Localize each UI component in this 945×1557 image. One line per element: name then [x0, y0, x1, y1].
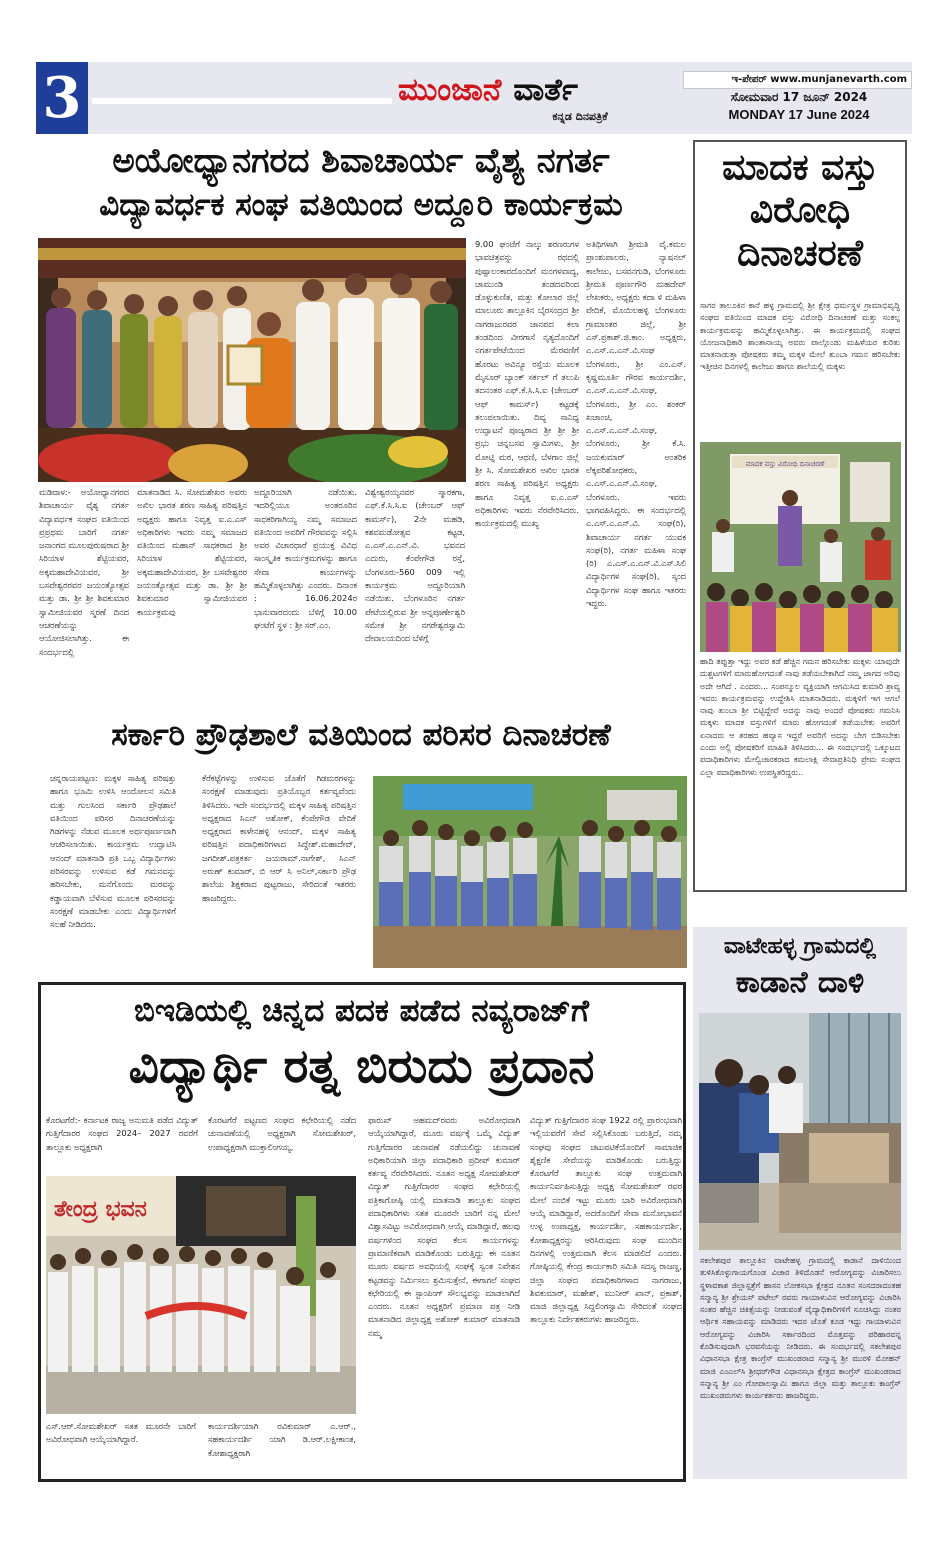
article3-intro-2: ಕೊರಟಗೆರೆ ಪಟ್ಟಣದ ಸಂಘದ ಕಛೇರಿಯಲ್ಲಿ ನಡೆದ ಚುನಾವಣೆಯಲ್ಲಿ ಅಧ್ಯಕ್ಷರಾಗಿ ಸೋಮಶೇಖರ್, ಉಪಾಧ್ಯಕ್ಷರಾಗಿ ಮುಕ್ತಾಲಿಂಗಯ್ಯ, [208, 1115, 356, 1152]
logo-word-vaarthe: ವಾರ್ತೆ [513, 72, 578, 108]
article1-col-2: ಮಾತನಾಡಿದ ಸಿ. ಸೋಮಶೇಖರ ಅವರು ಅಖಿಲ ಭಾರತ ಶರಣ ಸಾಹಿತ್ಯ ಪರಿಷತ್ತಿನ ಅಧ್ಯಕ್ಷರು ಹಾಗೂ ನಿವೃತ್ತ ಐ.ಎ.ಎಸ್ ಅಧಿಕಾರಿಗಳು ಇವರು ನಮ್ಮ ಸಮಾಜದ ವತಿಯಿಂದ ಮಹಾನ್ ಸಾಧಕರಾದ ಶ್ರೀ ಸಿರಿಯಾಳ ಶೆಟ್ಟಿಯವರ, ಅಕ್ಕಮಹಾದೇವಿಯವರ, ಶ್ರೀ ಬಸವೇಶ್ವರರ ಜಯಂತ್ಯೋತ್ಸವ ಮತ್ತು ಡಾ. ಶ್ರೀ ಶ್ರೀ ಶಿವಕುಮಾರ ಸ್ವಾಮೀಜಿಯವರ ಕಾರ್ಯಕ್ರಮವು [137, 487, 247, 617]
newspaper-logo[interactable] [398, 70, 658, 110]
side-story1-photo [700, 442, 901, 652]
side-story2-headline-line2[interactable]: ಕಾಡಾನೆ ದಾಳಿ [735, 965, 865, 1000]
side-story1-text-bottom: ಹಾದಿ ತಪ್ಪುತ್ತಾ ಇದ್ದು ಅವರ ಕಡೆ ಹೆಚ್ಚಿನ ಗಮನ ಹರಿಸಬೇಕು ಮಕ್ಕಳು ಯಾವುದೇ ದುಶ್ಚಟಗಳಿಗೆ ಮಾರುಹೋಗದಂತೆ ನಾವು ತಡೆಯಬೇಕಾಗಿದೆ ನಮ್ಮ ಜಾಗದ ಅರಿವು ಅದೇ ಆಗಿದೆ . ಎಂದರು... ಸಂಪನ್ಮೂಲ ವ್ಯಕ್ತಿಯಾಗಿ ಆಗಮಿಸಿದ ಕುಮಾರಿ ಶ್ರಾವ್ಯ ಇವರು ಕಾರ್ಯಕ್ರಮವನ್ನು ಉದ್ದೇಶಿಸಿ ಮಾತನಾಡಿದರು. ಮಕ್ಕಳಿಗೆ ಇಗ ಆಗಲೆ ನಾವು ತುಂಬಾ ಶ್ರೀ ಬಿಟ್ಟಿದ್ದೇವೆ ಅದನ್ನು ನಾವು ಅಂದರೆ ಪೋಷಕರು ಗಮನಿಸಿ ಮಕ್ಕಳು ಮಾದಕ ವಸ್ತುಗಳಿಗೆ ಮಾರು ಹೋಗದಂತೆ ತಡೆಯಬೇಕು ಅವರಿಗೆ ಏನಾದರು ಆ ತರಹದ ಹವ್ಯಾಸ ಇದ್ದರೆ ಅವರಿಗೆ ಅದನ್ನು ಬೇಗ ಬಿಡಿಸಬೇಕು ಎಂದು ಅಲ್ಲಿ ಪೋಷಕರಿಗೆ ಮಾಹಿತಿ ತಿಳಿಸಿದರು... ಈ ಸಂದರ್ಭದಲ್ಲಿ ಒಕ್ಕೂಟದ ಪದಾಧಿಕಾರಿಗಳು ಮೇಲ್ವಿಚಾರಕರಾದ ಕಮಲಾಕ್ಷಿ ಸೇವಾಪ್ರತಿನಿಧಿ ಪ್ರೇಮ ಸಂಘದ ಎಲ್ಲಾ ಪದಾಧಿಕಾರಿಗಳು ಉಪಸ್ಥಿತರಿದ್ದರು.. [700, 657, 900, 777]
awareness-program-image [700, 442, 901, 652]
epaper-link[interactable]: ಇ-ಪೇಪರ್ www.munjanevarth.com [683, 71, 912, 89]
article2-photo [373, 776, 687, 968]
logo-word-munjane: ಮುಂಜಾನೆ [398, 72, 502, 108]
article3-col-4: ವಿದ್ಯುತ್ ಗುತ್ತಿಗೆದಾರರ ಸಂಘ 1922 ರಲ್ಲಿ ಪ್ರಾರಂಭವಾಗಿ ಇಲ್ಲಿಯವರೆಗೆ ಸೇವೆ ಸಲ್ಲಿಸಿಕೊಂಡು ಬರುತ್ತಿದೆ, ನಮ್ಮ ಸಂಘವು ಸಂಘದ ಚಟುವಟಿಕೆಯೊಂದಿಗೆ ಸಾಮಾಜಿಕ ಶೈಕ್ಷಣಿಕ ಸೇವೆಯನ್ನು ಮಾಡಿಕೊಂಡು ಬರುತ್ತಿದ್ದು ಕೊರಟಗೆರೆ ತಾಲ್ಲೂಕು ಸಂಘ ಉತ್ತಮವಾಗಿ ಕಾರ್ಯನಿರ್ವಹಿಸುತ್ತಿದ್ದು ಅಧ್ಯಕ್ಷ ಸೋಮಶೇಖರ್ ರವರ ಮೇಲೆ ನಂಬಿಕೆ ಇಟ್ಟು ಮೂರು ಬಾರಿ ಅವಿರೋಧವಾಗಿ ಆಯ್ಕೆ ಮಾಡಿದ್ದಾರೆ, ಅದರೊಂದಿಗೆ ಸೇವಾ ಮನೋಭಾವನೆ ಉಳ್ಳ ಉಪಾಧ್ಯಕ್ಷ, ಕಾರ್ಯದರ್ಶಿ, ಸಹಕಾರ್ಯದರ್ಶಿ, ಕೋಶಾಧ್ಯಕ್ಷರನ್ನು ಆರಿಸಿರುವುದು ಸಂಘ ಮುಂದಿನ ದಿನಗಳಲ್ಲಿ ಉತ್ತಮವಾಗಿ ಕೆಲಸ ಮಾಡಲಿದೆ ಎಂದರು. ಗೋಷ್ಠಿಯಲ್ಲಿ ಕೇಂದ್ರ ಕಾರ್ಯಕಾರಿ ಸಮಿತಿ ಸದಸ್ಯ ರಾಜಣ್ಣ, ಜಿಲ್ಲಾ ಸಂಘದ ಪದಾಧಿಕಾರಿಗಳಾದ ನಾಗರಾಜು, ಶಿವಕುಮಾರ್, ಮಹೇಶ್, ಮುನೀರ್ ಖಾನ್, ಪ್ರಕಾಶ್, ಮಾಜಿ ಜಿಲ್ಲಾಧ್ಯಕ್ಷ ಸಿದ್ದಲಿಂಗಸ್ವಾಮಿ ಸೇರಿದಂತೆ ಸಂಘದ ತಾಲ್ಲೂಕು ನಿರ್ದೇಶಕರುಗಳು ಹಾಜರಿದ್ದರು. [530, 1115, 682, 1325]
article1-headline-line1[interactable]: ಅಯೋಧ್ಯಾನಗರದ ಶಿವಾಚಾರ್ಯ ವೈಶ್ಯ ನಗರ್ತ [112, 141, 610, 181]
article1-col-1: ಮಡಿವಾಳ:- ಅಯೋಧ್ಯಾನಗರದ ಶಿವಾಚಾರ್ಯ ವೈಶ್ಯ ನಗರ್ತ ವಿದ್ಯಾವರ್ಧಕ ಸಂಘದ ವತಿಯಿಂದ ಪ್ರಪ್ರಥಮ ಬಾರಿಗೆ ನಗರ್ತ ಜನಾಂಗದ ಮೂಲಪುರುಷರಾದ ಶ್ರೀ ಸಿರಿಯಾಳ ಶೆಟ್ಟಿಯವರ, ಅಕ್ಕಮಹಾದೇವಿಯವರ, ಶ್ರೀ ಬಸವೇಶ್ವರರವರ ಜಯಂತ್ಯೋತ್ಸವ ಮತ್ತು ಡಾ. ಶ್ರೀ ಶ್ರೀ ಶಿವಕುಮಾರ ಸ್ವಾಮೀಜಿಯವರ ಸ್ಮರಣೆ ದಿನದ ಆಚರಣೆಯನ್ನು ಆಯೋಜಿಸಲಾಗಿತ್ತು. ಈ ಸಂದರ್ಭದಲ್ಲಿ [39, 487, 129, 657]
article1-col-6: ಅತಿಥಿಗಳಾಗಿ ಶ್ರೀಮತಿ ವೈ.ಕಮಲ ಪ್ರಾಂಶುಪಾಲರು, ನ್ಯಾಷನಲ್ ಕಾಲೇಜು, ಬಸವನಗುಡಿ, ಬೆಂಗಳೂರು ಶ್ರೀಮತಿ ಪೂರ್ಣಗೌರಿ ಮಹದೇವ್ ಲೇಖಕರು, ಅಧ್ಯಕ್ಷರು ಕದಾ ಳಿ ಮಹಿಳಾ ವೇದಿಕೆ, ಮೊಯಿಲಹಳ್ಳಿ ಬೆಂಗಳೂರು ಗ್ರಾಮಾಂತರ ಜಿಲ್ಲೆ, ಶ್ರೀ ಎಸ್.ಪ್ರಕಾಶ್.ಜಿ.ಕಾಂ. ಅಧ್ಯಕ್ಷರು, ಎ.ಎಸ್.ಎ.ಎನ್.ವಿ.ಸಂಘ ಬೆಂಗಳೂರು, ಶ್ರೀ ಎಂ.ಎಸ್. ಕೃಷ್ಣಮೂರ್ತಿ ಗೌರವ ಕಾರ್ಯದರ್ಶಿ, ಎ.ಎಸ್.ಎ.ಎನ್.ವಿ.ಸಂಘ, ಬೆಂಗಳೂರು, ಶ್ರೀ ಎಂ. ಶಂಕರ್ ಖಜಾಂಚಿ, ಎ.ಎಸ್.ಎ.ಎನ್.ವಿ.ಸಂಘ, ಬೆಂಗಳೂರು, ಶ್ರೀ ಕೆ.ಸಿ. ಜಯಕುಮಾರ್ ಅಂತರಿಕ ಲೆಕ್ಕಪರಿಶೋಧಕರು, ಎ.ಎಸ್.ಎ.ಎನ್.ವಿ.ಸಂಘ, ಬೆಂಗಳೂರು. ಇವರು ಭಾಗವಹಿಸಿದ್ದರು. ಈ ಸಂದರ್ಭದಲ್ಲಿ ಎ.ಎಸ್.ಎ.ಎನ್.ವಿ. ಸಂಘ(ರಿ), ಶಿವಾಚಾರ್ಯ ನಗರ್ತ ಯುವಕ ಸಂಘ(ರಿ), ನಗರ್ತ ಮಹಿಳಾ ಸಂಘ (ರಿ) ಎ.ಎಸ್.ಎ.ಎನ್.ವಿ.ಎಸ್.ಸಿಲಿ ವಿದ್ಯಾರ್ಥಿಗಳ ಸಂಘ(ರಿ), ಸ್ಕಂದ ವಿದ್ಯಾರ್ಥಿಗಳ ಸಂಘ ಹಾಗೂ ಇತರರು ಇದ್ದರು. [586, 239, 686, 609]
article1-col-5: 9.00 ಘಂಟೆಗೆ ನಾಲ್ಕು ಶರಣರುಗಳ ಭಾವಚಿತ್ರವನ್ನು ರಥದಲ್ಲಿ ಪುಷ್ಪಾಲಂಕಾರದೊಂದಿಗೆ ಮಂಗಳವಾದ್ಯ, ಚಾಮುಂಡಿ ತಂಡದವರಿಂದ ಡೊಳ್ಳುಕುಣಿತ, ಮತ್ತು ಕೋಲಾರ ಜಿಲ್ಲೆ ಮಾಲೂರು ತಾಲ್ಲೂಕಿನ ಬೈರಸಂದ್ರದ ಶ್ರೀ ನಾಗರಾಜುರವರ ಜಾನಪದ ಕಲಾ ತಂಡದಿಂದ ವೀರಗಾಸೆ ನೃತ್ಯದೊಂದಿಗೆ ನಗರ್ತಪೇಟೆಯಿಂದ ಮೆರವಣಿಗೆ ಹೊರಟು ಅವಿನ್ಯೂ ರಸ್ತೆಯ ಮೂಲಕ ಮೈಸೂರ್ ಬ್ಯಾಂಕ್ ಸರ್ಕಲ್ ಗೆ ತಲುಪಿ ತದನಂತರ ಎಫ್.ಕೆ.ಸಿ.ಸಿ.ಐ (ಚೇಂಬರ್ ಆಫ್ ಕಾಮರ್ಸ್) ಕಟ್ಟಡಕ್ಕೆ ತಲುಪಲಾಯಿತು. ದಿವ್ಯ ಸಾನಿಧ್ಯ ಉದ್ಘಾಟನೆ ಪೂಜ್ಯರಾದ ಶ್ರೀ ಶ್ರೀ ಶ್ರೀ ಪ್ರಭು ಚನ್ನಬಸವ ಸ್ವಾಮಿಗಳು, ಶ್ರೀ ಮೋಟ್ನಿ ಮಠ, ಆಥಣಿ, ಬೆಳಗಾಂ ಜಿಲ್ಲೆ ಶ್ರೀ ಸಿ. ಸೋಮಶೇಖರ ಅಖಿಲ ಭಾರತ ಶರಣ ಸಾಹಿತ್ಯ ಪರಿಷತ್ತಿನ ಅಧ್ಯಕ್ಷರು ಹಾಗೂ ನಿವೃತ್ತ ಐ.ಎ.ಎಸ್ ಅಧಿಕಾರಿಗಳು ಇವರು ನೆರವೇರಿಸಿದರು. ಕಾರ್ಯಕ್ರಮದಲ್ಲಿ ಮುಖ್ಯ [475, 239, 579, 529]
banner-text: ಮಾದಕ ವಸ್ತು ವಿರೋಧಿ ದಿನಾಚರಣೆ [745, 460, 825, 468]
article2-col-1: ಚನ್ನರಾಯಪಟ್ಟಣ: ಮಕ್ಕಳ ಸಾಹಿತ್ಯ ಪರಿಷತ್ತು ಹಾಗೂ ಭೂಮಿ ಉಳಿಸಿ ಆಂದೋಲನ ಸಮಿತಿ ಮತ್ತು ಗುಲಸಿಂದ ಸರ್ಕಾರಿ ಪ್ರೌಢಶಾಲೆ ವತಿಯಿಂದ ಪರಿಸರ ದಿನಾಚರಣೆಯನ್ನು ಗಿಡಗಳನ್ನು ನೆಡುವ ಮೂಲಕ ಅರ್ಥಪೂರ್ಣವಾಗಿ ಆಚರಿಸಲಾಯಿತು. ಕಾರ್ಯಕ್ರಮ ಉದ್ಘಾಟಿಸಿ ಆನಂದ್ ಮಾತನಾಡಿ ಪ್ರತಿ ಒಬ್ಬ ವಿದ್ಯಾರ್ಥಿಗಳು ಪರಿಸರವನ್ನು ಉಳಿಸುವ ಕಡೆ ಗಮನವನ್ನು ಹರಿಸಬೇಕು, ಮನೆಗೊಂದು ಮರವನ್ನು ಕಡ್ಡಾಯವಾಗಿ ಬೆಳೆಸುವ ಮೂಲಕ ಪರಿಸರವನ್ನು ಸಂರಕ್ಷಣೆ ಮಾಡಬೇಕು ಎಂದು ವಿದ್ಯಾರ್ಥಿಗಳಿಗೆ ಸಲಹೆ ನೀಡಿದರು. [50, 773, 176, 930]
date-english: MONDAY 17 June 2024 [728, 107, 870, 122]
side-story1-text-top: ಸಾಗರ ತಾಲೂಕಿನ ಕಾನೆ ಹಳ್ಳ ಗ್ರಾಮದಲ್ಲಿ ಶ್ರೀ ಕ್ಷೇತ್ರ ಧರ್ಮಸ್ಥಳ ಗ್ರಾಮಾಭಿವೃದ್ಧಿ ಸಂಘದ ವತಿಯಿಂದ ಮಾದಕ ವಸ್ತು ವಿರೋಧಿ ದಿನಾಚರಣೆ ಮತ್ತು ಸಂಕಲ್ಪ ಕಾರ್ಯಕ್ರಮವನ್ನು ಹಮ್ಮಿಕೊಳ್ಳಲಾಗಿತ್ತು. ಈ ಕಾರ್ಯಕ್ರಮದಲ್ಲಿ ಸಂಘದ ಯೋಜನಾಧಿಕಾರಿ ಶಾಂತಾನಾಯ್ಕ ಅವರು ಪಾಲ್ಗೊಂಡು ಮಹಿಳೆಯರ ಕುರಿತು ಮಾತನಾಡುತ್ತಾ ಪೋಷಕರು ತಮ್ಮ ಮಕ್ಕಳ ಮೇಲೆ ತುಂಬಾ ಗಮನ ಹರಿಸಬೇಕು ಇತ್ತೀಚಿನ ದಿನಗಳಲ್ಲಿ ಕಾಲೇಜು ಹಾಗೂ ಶಾಲೆಯಲ್ಲಿ ಮಕ್ಕಳು [700, 301, 900, 372]
article3-photo-sign: ತೇಂದ್ರ ಭವನ [54, 1197, 147, 1222]
stage-felicitation-image [38, 238, 466, 482]
date-kannada: ಸೋಮವಾರ 17 ಜೂನ್ 2024 [730, 90, 868, 104]
article3-photo [46, 1176, 356, 1414]
side-story2-headline-line1[interactable]: ವಾಟೇಹಳ್ಳ ಗ್ರಾಮದಲ್ಲಿ [723, 934, 877, 959]
article3-intro: ಕೊರಟಗೆರೆ:- ಕರ್ನಾಟಕ ರಾಜ್ಯ ಅನುಮತಿ ಪಡೆದ ವಿದ್ಯುತ್ ಗುತ್ತಿಗೆದಾರರ ಸಂಘದ 2024– 2027 ರವರೆಗೆ ತಾಲ್ಲೂಕು ಅಧ್ಯಕ್ಷರಾಗಿ [46, 1115, 198, 1152]
article1-photo [38, 238, 466, 482]
article3-caption-2: ಕಾರ್ಯದರ್ಶಿಯಾಗಿ ರವಿಕುಮಾರ್ ಎ.ಆರ್., ಸಹಕಾರ್ಯದರ್ಶಿ ಯಾಗಿ ಡಿ.ಆರ್.ಲಕ್ಷೀಕಾಂತ, ಕೋಶಾಧ್ಯಕ್ಷರಾಗಿ [208, 1421, 356, 1458]
tagline: ಕನ್ನಡ ದಿನಪತ್ರಿಕೆ [552, 110, 608, 123]
hospital-visit-image [699, 1013, 901, 1250]
article3-caption-1: ಎಸ್.ಆರ್.ಸೋಮಶೇಖರ್ ಸತತ ಮೂರನೇ ಬಾರಿಗೆ ಅವಿರೋಧವಾಗಿ ಆಯ್ಕೆಯಾಗಿದ್ದಾರೆ. [46, 1421, 196, 1445]
article2-headline[interactable]: ಸರ್ಕಾರಿ ಪ್ರೌಢಶಾಲೆ ವತಿಯಿಂದ ಪರಿಸರ ದಿನಾಚರಣೆ [111, 717, 611, 753]
article3-headline-line2[interactable]: ವಿದ್ಯಾರ್ಥಿ ರತ್ನ ಬಿರುದು ಪ್ರದಾನ [128, 1039, 595, 1094]
side-story1-headline[interactable]: ಮಾದಕ ವಸ್ತು ವಿರೋಧಿ ದಿನಾಚರಣೆ [722, 147, 878, 275]
tree-planting-image [373, 776, 687, 968]
masthead-rule [92, 98, 392, 104]
group-felicitation-image [46, 1176, 356, 1414]
side-story2-photo [699, 1013, 901, 1250]
article1-headline-line2[interactable]: ವಿದ್ಯಾವರ್ಧಕ ಸಂಘ ವತಿಯಿಂದ ಅದ್ದೂರಿ ಕಾರ್ಯಕ್ರಮ [99, 187, 623, 223]
article3-headline-line1[interactable]: ಬಿಇಡಿಯಲ್ಲಿ ಚಿನ್ನದ ಪದಕ ಪಡೆದ ನವ್ಯರಾಜ್‌ಗೆ [134, 993, 589, 1029]
side-story2-text: ಸಕಲೇಶಪುರ ತಾಲ್ಲೂಕಿನ ವಾಟೇಹಳ್ಳ ಗ್ರಾಮದಲ್ಲಿ ಕಾಡಾನೆ ದಾಳಿಯಿಂದ ತುಳಿಸಿಕೊಳ್ಳುಗಾಯಗೊಂಡ ವಿಚಾರ ತಿಳಿದೊಡನೆ ಆರೋಗ್ಯವನ್ನು ವಿಚಾರಿಸಲು ಸ್ಥಳಾವಕಾಶ ಜಿಲ್ಲಾಸ್ಪತ್ರೆಗೆ ಹಾಸನ ಲೋಕಸಭಾ ಕ್ಷೇತ್ರದ ನೂತನ ಸಂಸದರಾದಂತಹ ಸನ್ಮಾನ್ಯ ಶ್ರೀ ಶ್ರೇಯಸ್ ಪಟೇಲ್ ರವರು ಗಾಯಾಳುವಿನ ಆರೋಗ್ಯವನ್ನು ವಿಚಾರಿಸಿ ಸಂತರ ಹೆಚ್ಚಿನ ಚಿಕಿತ್ಸೆಯನ್ನು ನೀಡುವಂತೆ ವೈದ್ಯಾಧಿಕಾರಿಗಳಿಗೆ ಸೂಚಿಸಿದ್ದು ನಂತರ ಆರ್ಥಿಕ ಸಹಾಯವನ್ನು ಮಾಡಿದರು ಇದರ ಜೊತೆ ಕೂಡ ಇದ್ದು ಗಾಯಾಳುವಿನ ಆರೋಗ್ಯವನ್ನು ವಿಚಾರಿಸಿ ಸರ್ಕಾರದಿಂದ ಮೊತ್ತವನ್ನು ಪರಿಹಾರವನ್ನ ಕೊಡಿಸುವುದಾಗಿ ಭರವಸೆಯನ್ನು ನೀಡಿದರು. ಈ ಸಂದರ್ಭದಲ್ಲಿ ಸಕಲೇಶಪುರ ವಿಧಾನಸಭಾ ಕ್ಷೇತ್ರ ಕಾಂಗ್ರೆಸ್ ಮುಖಂಡರಾದ ಸನ್ಮಾನ್ಯ ಶ್ರೀ ಮುರಳಿ ಮೋಹನ್ ಮಾಜಿ ಎಂಎಲ್‌ಸಿ ಶ್ರೀಧರ್‌ಗೌಡ ವಿಧಾನಸಭಾ ಕ್ಷೇತ್ರದ ಕಾಂಗ್ರೆಸ್ ಮುಖಂಡರಾದ ಸನ್ಮಾನ್ಯ ಶ್ರೀ ಎಂ ಗೋಪಾಲಸ್ವಾಮಿ ಹಾಗೂ ಜಿಲ್ಲಾ ಮತ್ತು ತಾಲ್ಲೂಕು ಕಾಂಗ್ರೆಸ್ ಮುಖಂಡರುಗಳು ಕಾರ್ಯಕರ್ತರು ಹಾಜರಿದ್ದರು. [700, 1256, 901, 1401]
article2-col-2: ಕೆರೆಕಟ್ಟೆಗಳನ್ನು ಉಳಿಸುವ ಜೊತೆಗೆ ಗಿಡಮರಗಳನ್ನು ಸಂರಕ್ಷಣೆ ಮಾಡುವುದು ಪ್ರತಿಯೊಬ್ಬರ ಕರ್ತವ್ಯವೆಂದು ತಿಳಿಸಿದರು. ಇದೇ ಸಂದರ್ಭದಲ್ಲಿ ಮಕ್ಕಳ ಸಾಹಿತ್ಯ ಪರಿಷತ್ತಿನ ಅಧ್ಯಕ್ಷರಾದ ಸಿಎನ್ ಅಶೋಕ್, ಕೆಂಪೇಗೌಡ ವೇದಿಕೆ ಅಧ್ಯಕ್ಷರಾದ ಕಾಳೇನಹಳ್ಳಿ ಆನಂದ್, ಮಕ್ಕಳ ಸಾಹಿತ್ಯ ಪರಿಷತ್ತಿನ ಪದಾಧಿಕಾರಿಗಳಾದ ಸಿದ್ದೇಶ್.ಮಹಾದೇವ್, ಜಗದೀಶ್.ಪತ್ರಕರ್ತ ಜಯರಾಮ್.ನಾಗೇಶ್, ಸಿಎನ್ ಅರುಣ್ ಕುಮಾರ್, ಬಿ ಆರ್ ಸಿ ಅನಿಲ್,ಸರ್ಕಾರಿ ಪ್ರೌಢ ಶಾಲೆಯ ಶಿಕ್ಷಕರಾದ ಪುಟ್ಟರಾಜು, ಸೇರಿದಂತೆ ಇತರರು ಹಾಜರಿದ್ದರು. [202, 773, 356, 903]
article1-col-4: ವಿಶ್ವೇಶ್ವರಯ್ಯನವರ ಸ್ಮಾರಕಗಾ, ಎಫ್.ಕೆ.ಸಿ.ಸಿ.ಐ (ಚೇಂಬರ್ ಆಫ್ ಕಾಮರ್ಸ್), 2ನೇ ಮಹಡಿ, ಕಶವಮಡೋತ್ಸವ ಕಟ್ಟಡ, ಎ.ಎಸ್.ಎ.ಎನ್.ವಿ. ಭವನದ ಎದುರು, ಕೆಂಪೇಗೌಡ ರಸ್ತೆ, ಬೆಂಗಳೂರು-560 009 ಇಲ್ಲಿ ಕಾರ್ಯಕ್ರಮ ಅದ್ದೂರಿಯಾಗಿ ನಡೆಯಿತು. ಬೆಂಗಳೂರಿನ ನಗರ್ತ ಪೇಟೆಯಲ್ಲಿರುವ ಶ್ರೀ ಅನ್ನಪೂರ್ಣೇಶ್ವರಿ ಸಮೇತ ಶ್ರೀ ನಗರೇಶ್ವರಸ್ವಾಮಿ ದೇವಾಲಯದಿಂದ ಬೆಳಿಗ್ಗೆ [365, 487, 465, 644]
page-number: 3 [36, 62, 88, 134]
article3-col-3: ಫಾರುಖ್ ಅಹಮದ್‌ರವರು ಅವಿರೋಧವಾಗಿ ಆಯ್ಕೆಯಾಗಿದ್ದಾರೆ, ಮೂರು ವರ್ಷಕ್ಕೆ ಒಮ್ಮೆ ವಿದ್ಯುತ್ ಗುತ್ತಿಗೆದಾರರ ಚುನಾವಣೆ ನಡೆಯಲಿದ್ದು ಚುನಾವಣೆ ಅಧಿಕಾರಿಯಾಗಿ ಜಿಲ್ಲಾ ಪದಾಧಿಕಾರಿ ಪ್ರದೀಪ್ ಕುಮಾರ್ ಕರ್ತವ್ಯ ನೆರವೇರಿಸಿದರು. ನೂತನ ಅಧ್ಯಕ್ಷ ಸೋಮಶೇಖರ್ ವಿದ್ಯುತ್ ಗುತ್ತಿಗೆದಾರರ ಸಂಘದ ಕಛೇರಿಯಲ್ಲಿ ಪತ್ರಿಕಾಗೋಷ್ಠಿ ಯಲ್ಲಿ ಮಾತನಾಡಿ ತಾಲ್ಲೂಕು ಸಂಘದ ಪದಾಧಿಕಾರಿಗಳು ಸತತ ಮೂರನೇ ಬಾರಿಗೆ ನನ್ನ ಮೇಲೆ ವಿಶ್ವಾಸವಿಟ್ಟು ಅವಿರೋಧವಾಗಿ ಆಯ್ಕೆ ಮಾಡಿದ್ದಾರೆ, ಹಲವು ವರ್ಷಗಳಿಂದ ಸಂಘದ ಕೆಲಸ ಕಾರ್ಯಗಳನ್ನು ಪ್ರಾಮಾಣಿಕವಾಗಿ ಮಾಡಿಕೊಂಡು ಬರುತ್ತಿದ್ದು ಈ ನೂತನ ಮೂರು ವರ್ಷದ ಅವಧಿಯಲ್ಲಿ ಸಂಘಕ್ಕೆ ಸ್ವಂತ ನಿವೇಶನ ಕಟ್ಟಡವನ್ನು ನಿರ್ಮಿಸಲು ಶ್ರಮಿಸುತ್ತೇನೆ, ಈಗಾಗಲೆ ಸಂಘದ ಕಛೇರಿಯಲ್ಲಿ ಈ ಸ್ಟಾಂಪಿಂಗ್ ಸೌಲಭ್ಯವನ್ನು ಮಾಡಲಾಗಿದೆ ಎಂದರು. ನೂತನ ಅಧ್ಯಕ್ಷರಿಗೆ ಪ್ರಮಾಣ ಪತ್ರ ನೀಡಿ ಮಾತನಾಡಿದ ಜಿಲ್ಲಾಧ್ಯಕ್ಷ ಅಶೋಕ್ ಕುಮಾರ್ ಮಾತನಾಡಿ ನಮ್ಮ [368, 1115, 520, 1338]
article1-col-3: ಅದ್ದೂರಿಯಾಗಿ ನಡೆಯಿತು. ಇದರಿಲ್ಲಿಯೂ ಅಂತರೂರಿನ ಸಾಧಕರಿಗಾಗಿಯ್ಯ ನಮ್ಮ ಸಮಾಜದ ವತಿಯಿಂದ ಅವರಿಗೆ ಗೌರವವನ್ನು ಸಲ್ಲಿಸಿ ಅವರ ವಿಚಾರಧಾರೆ ಪ್ರಯುಕ್ತ ವಿವಿಧ ಸಾಂಸ್ಕೃತಿಕ ಕಾರ್ಯಕ್ರಮಗಳನ್ನು ಹಾಗೂ ಸೇವಾ ಕಾರ್ಯಗಳನ್ನು ಹಮ್ಮಿಕೊಳ್ಳಲಾಗಿತ್ತು ಎಂದರು. ದಿನಾಂಕ : 16.06.2024ರ ಭಾನುವಾರದಂದು ಬೆಳಿಗ್ಗೆ 10.00 ಘಂಟೆಗೆ ಸ್ಥಳ : ಶ್ರೀ ಸರ್.ಎಂ. [254, 487, 357, 630]
